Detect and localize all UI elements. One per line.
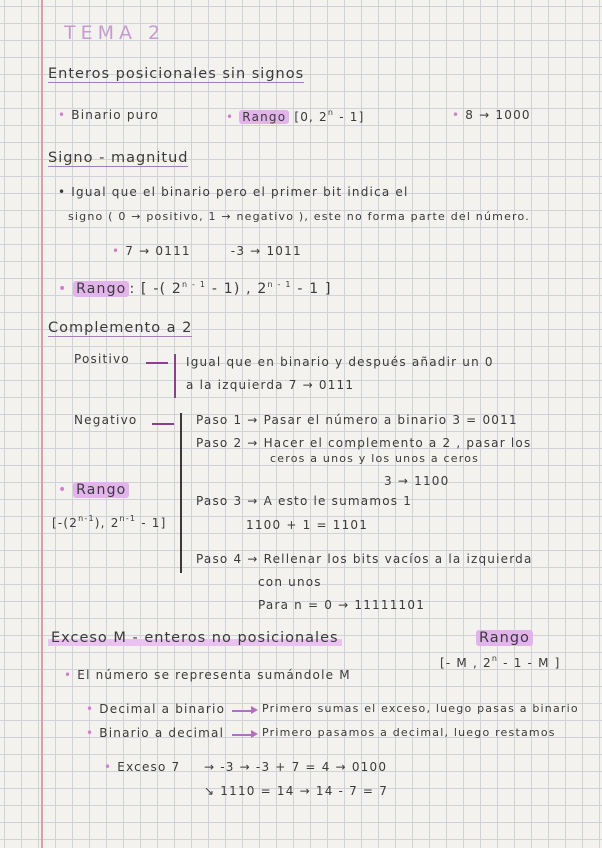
- margin-line: [41, 0, 43, 848]
- example-8: [452, 108, 531, 122]
- rango-label: Rango: [476, 630, 533, 646]
- paso-4-line-1: Paso 4 → Rellenar los bits vacíos a la izquierda: [196, 552, 533, 566]
- binario-a-decimal: Binario a decimal: [99, 726, 225, 740]
- positivo-label: Positivo: [74, 352, 130, 366]
- paso-4-line-2: con unos: [258, 575, 322, 589]
- rango-exp-1: n-1: [78, 514, 95, 523]
- complemento-rango-label: [58, 482, 129, 498]
- exceso-example-1-text: -3 → -3 + 7 = 4 → 0100: [220, 760, 388, 774]
- bullet-icon: •: [58, 185, 67, 199]
- bullet-icon: •: [226, 110, 235, 124]
- rango-end: - 1 - M ]: [503, 656, 561, 670]
- decimal-a-binario: Decimal a binario: [99, 702, 226, 716]
- arrow-head-icon: [251, 730, 258, 738]
- paso-2-line-2: ceros a unos y los unos a ceros: [270, 452, 480, 465]
- paso-3-line-1: Paso 3 → A esto le sumamos 1: [196, 494, 413, 508]
- page-title: TEMA 2: [64, 22, 166, 44]
- section-enteros-heading: Enteros posicionales sin signos: [48, 66, 305, 82]
- arrow-down-right-icon: ↘: [204, 784, 216, 798]
- signo-rango: [58, 280, 332, 297]
- bullet-icon: •: [58, 281, 68, 297]
- rango-exponent: n: [491, 654, 499, 663]
- complemento-rango-value: [52, 514, 166, 530]
- rango-sin-signo: [226, 108, 364, 124]
- exceso-rango-value: [440, 654, 561, 670]
- section-complemento-heading: Complemento a 2: [48, 320, 193, 336]
- example-7: 7 → 0111: [125, 244, 191, 258]
- rango-exp-2: n - 1: [267, 280, 292, 289]
- bullet-icon: •: [86, 726, 95, 740]
- paso-4-line-3: Para n = 0 → 11111101: [258, 598, 426, 612]
- negativo-bracket: [180, 413, 182, 573]
- exceso-example-label: [104, 760, 180, 774]
- arrow-right-icon: →: [204, 760, 216, 774]
- section-exceso-heading: Exceso M - enteros no posicionales: [48, 630, 342, 646]
- bullet-icon: •: [58, 108, 67, 122]
- exceso-bullet-3: [86, 726, 224, 740]
- exceso-example-line-1: [204, 760, 387, 774]
- signo-text-1: Igual que el binario pero el primer bit indica el: [71, 185, 409, 199]
- paso-2-line-1: Paso 2 → Hacer el complemento a 2 , pasar los: [196, 436, 532, 450]
- arrow-icon: [232, 734, 252, 736]
- binario-puro-text: Binario puro: [71, 108, 159, 122]
- exceso-example-2-text: 1110 = 14 → 14 - 7 = 7: [220, 784, 389, 798]
- example-minus3: -3 → 1011: [230, 244, 302, 258]
- binario-puro: [58, 108, 159, 122]
- rango-end: - 1]: [339, 110, 365, 124]
- arrow-icon: [232, 710, 252, 712]
- negativo-arrow: [152, 423, 174, 425]
- rango-value: [0, 2: [294, 110, 328, 124]
- rango-mid: ), 2: [94, 516, 120, 530]
- bullet-icon: •: [58, 482, 68, 498]
- rango-label: Rango: [239, 110, 289, 124]
- bullet-icon: •: [86, 702, 95, 716]
- signo-text-line1: [58, 185, 409, 199]
- rango-exp-2: n-1: [119, 514, 137, 523]
- rango-part-c: - 1 ]: [297, 281, 332, 297]
- rango-exponent: n: [327, 108, 335, 117]
- exceso-bullet-3-rest: Primero pasamos a decimal, luego restamos: [262, 726, 556, 739]
- exceso-7: Exceso 7: [117, 760, 181, 774]
- arrow-head-icon: [251, 706, 258, 714]
- positivo-line-2: a la izquierda 7 → 0111: [186, 378, 355, 392]
- rango-value: [-(2: [52, 516, 79, 530]
- paso-1: Paso 1 → Pasar el número a binario 3 = 0011: [196, 413, 518, 427]
- rango-label: Rango: [73, 482, 129, 498]
- example-8-text: 8 → 1000: [465, 108, 531, 122]
- exceso-bullet-2: [86, 702, 225, 716]
- positivo-bracket: [174, 354, 176, 398]
- rango-label: Rango: [73, 281, 129, 297]
- signo-text-line2: signo ( 0 → positivo, 1 → negativo ), este no forma parte del número.: [68, 210, 530, 223]
- bullet-icon: •: [64, 668, 73, 682]
- negativo-label: Negativo: [74, 413, 138, 427]
- paso-2-result: 3 → 1100: [384, 474, 450, 488]
- rango-value: [- M , 2: [440, 656, 492, 670]
- exceso-example-line-2: [204, 784, 388, 798]
- positivo-arrow: [146, 362, 168, 364]
- bullet-icon: •: [112, 244, 121, 258]
- rango-part-a: : [ -( 2: [129, 281, 183, 297]
- section-signo-magnitud-heading: Signo - magnitud: [48, 150, 189, 166]
- positivo-line-1: Igual que en binario y después añadir un 0: [186, 355, 494, 369]
- rango-part-b: - 1) , 2: [211, 281, 268, 297]
- bullet-icon: •: [452, 108, 461, 122]
- paso-3-line-2: 1100 + 1 = 1101: [246, 518, 369, 532]
- exceso-bullet-2-rest: Primero sumas el exceso, luego pasas a binario: [262, 702, 579, 715]
- exceso-bullet-1-text: El número se representa sumándole M: [77, 668, 351, 682]
- rango-exp-1: n - 1: [182, 280, 207, 289]
- exceso-rango-label: [476, 630, 533, 646]
- rango-end: - 1]: [141, 516, 167, 530]
- exceso-bullet-1: [64, 668, 351, 682]
- bullet-icon: •: [104, 760, 113, 774]
- signo-examples: [112, 244, 302, 258]
